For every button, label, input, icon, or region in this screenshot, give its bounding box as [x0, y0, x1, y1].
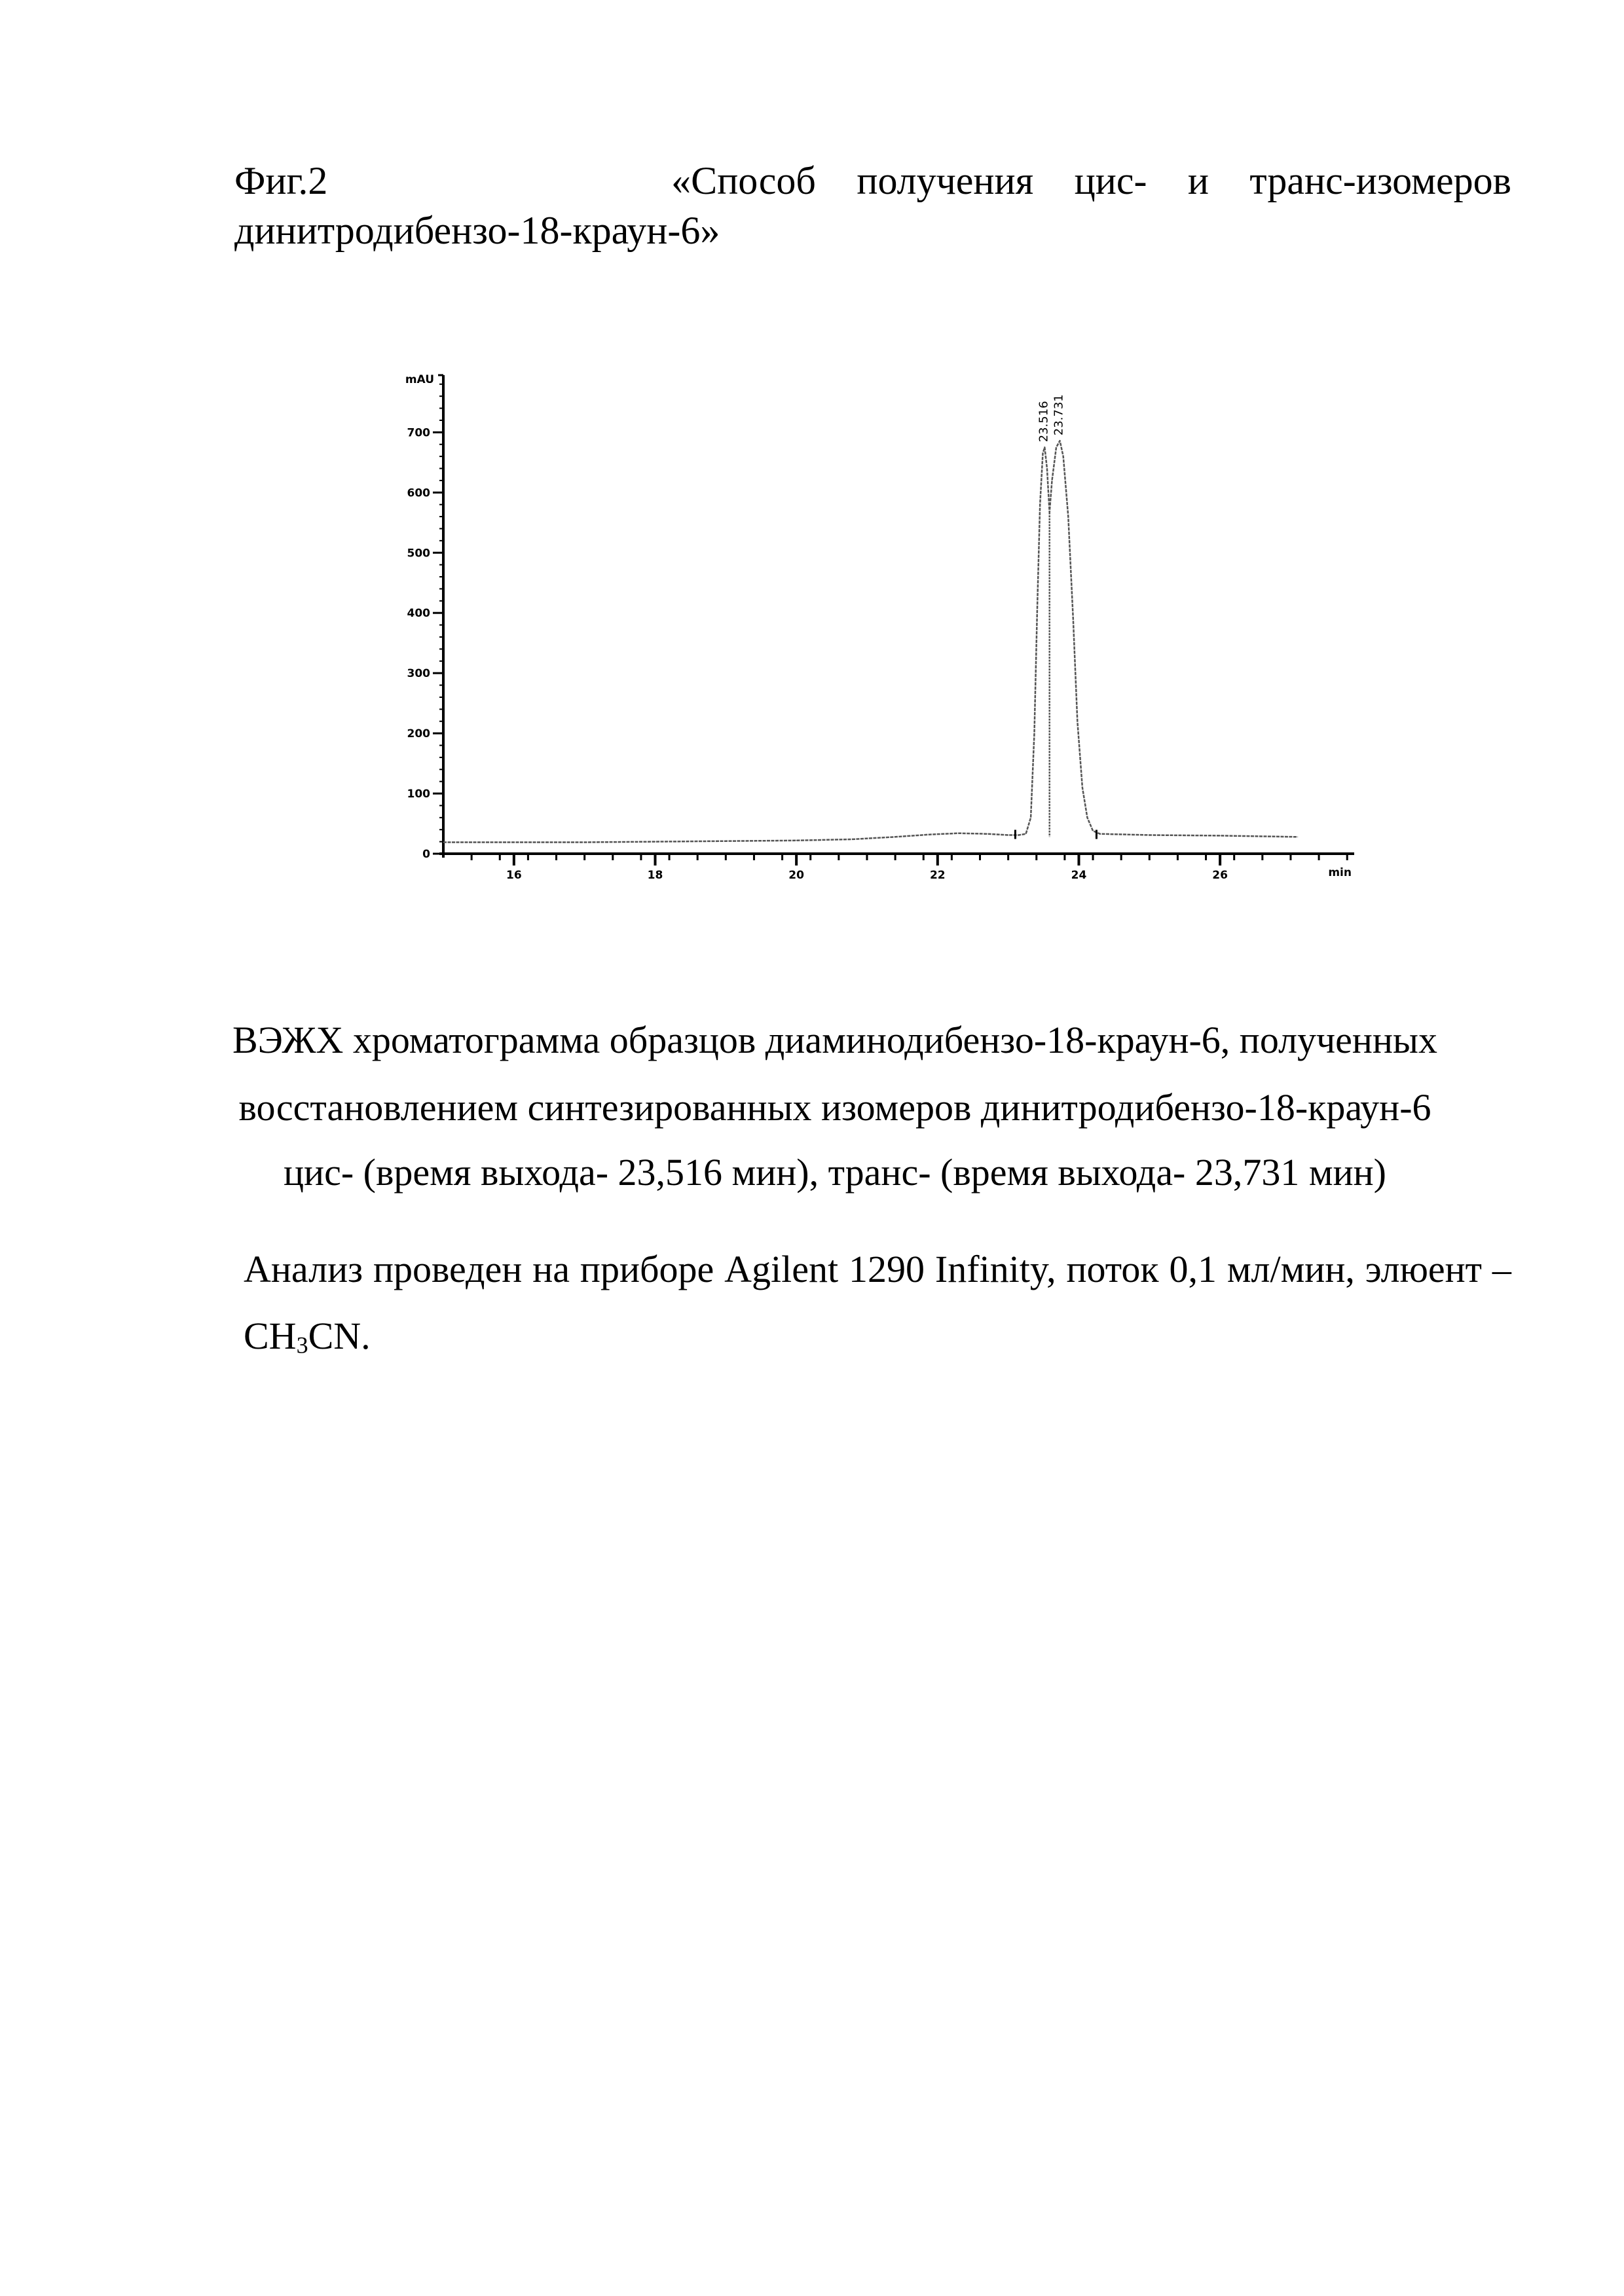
formula-subscript: 3: [297, 1332, 308, 1358]
analysis-word: на: [532, 1250, 570, 1288]
caption-line: ВЭЖХ хроматограмма образцов диаминодибензо-18-краун-6, полученных: [0, 1021, 1624, 1059]
analysis-word: Анализ: [244, 1250, 363, 1288]
signal-trace: [443, 441, 1298, 842]
analysis-word: –: [1492, 1250, 1511, 1288]
signal-point: [584, 842, 585, 843]
signal-point: [1025, 833, 1026, 834]
signal-point: [443, 842, 444, 843]
figure-label: Фиг.2: [234, 161, 327, 200]
x-tick-label: 24: [1071, 869, 1087, 882]
y-tick-label: 400: [407, 607, 431, 620]
peak-label: 23.516: [1037, 401, 1050, 442]
formula-cn: CN.: [308, 1315, 371, 1357]
analysis-word: 1290: [849, 1250, 925, 1288]
title-word: транс-изомеров: [1249, 161, 1511, 200]
signal-point: [1044, 447, 1045, 448]
caption-line: восстановлением синтезированных изомеров динитродибензо-18-краун-6: [0, 1089, 1624, 1127]
analysis-line2: [244, 1317, 371, 1355]
signal-point: [796, 840, 797, 841]
signal-point: [1034, 733, 1035, 734]
chromatogram-chart: [0, 0, 1624, 917]
analysis-word: приборе: [580, 1250, 714, 1288]
analysis-line1: [244, 1250, 1511, 1288]
analysis-word: мл/мин,: [1227, 1250, 1355, 1288]
signal-point: [513, 842, 514, 843]
signal-point: [1099, 833, 1100, 834]
chart-marks: [443, 394, 1299, 843]
peak-label: 23.731: [1052, 394, 1065, 435]
analysis-word: Infinity,: [935, 1250, 1056, 1288]
y-tick-label: 500: [407, 547, 431, 560]
signal-point: [1087, 817, 1088, 818]
title-word: получения: [857, 161, 1033, 200]
formula-ch: CH: [244, 1315, 297, 1357]
chart-axes: [407, 375, 1355, 882]
title-word: цис-: [1075, 161, 1147, 200]
y-tick-label: 0: [422, 848, 430, 861]
y-axis-label: mAU: [405, 373, 434, 386]
analysis-word: 0,1: [1169, 1250, 1217, 1288]
analysis-word: поток: [1067, 1250, 1159, 1288]
analysis-word: проведен: [373, 1250, 522, 1288]
title-word: и: [1188, 161, 1209, 200]
signal-point: [1220, 835, 1221, 836]
figure-title-line2: динитродибензо-18-краун-6»: [234, 211, 720, 250]
x-axis-label: min: [1328, 866, 1352, 879]
y-tick-label: 200: [407, 727, 431, 740]
analysis-word: Agilent: [724, 1250, 838, 1288]
x-tick-label: 16: [506, 869, 522, 882]
y-tick-label: 100: [407, 788, 431, 801]
y-tick-label: 700: [407, 426, 431, 439]
y-tick-label: 600: [407, 486, 431, 500]
x-tick-label: 18: [648, 869, 663, 882]
signal-point: [1046, 468, 1047, 469]
x-tick-label: 26: [1212, 869, 1228, 882]
y-tick-label: 300: [407, 667, 431, 680]
caption-line: цис- (время выхода- 23,516 мин), транс- (время выхода- 23,731 мин): [0, 1154, 1624, 1192]
signal-point: [1040, 504, 1041, 505]
x-tick-label: 22: [930, 869, 946, 882]
title-word: «Способ: [671, 161, 816, 200]
x-tick-label: 20: [788, 869, 804, 882]
analysis-word: элюент: [1365, 1250, 1482, 1288]
